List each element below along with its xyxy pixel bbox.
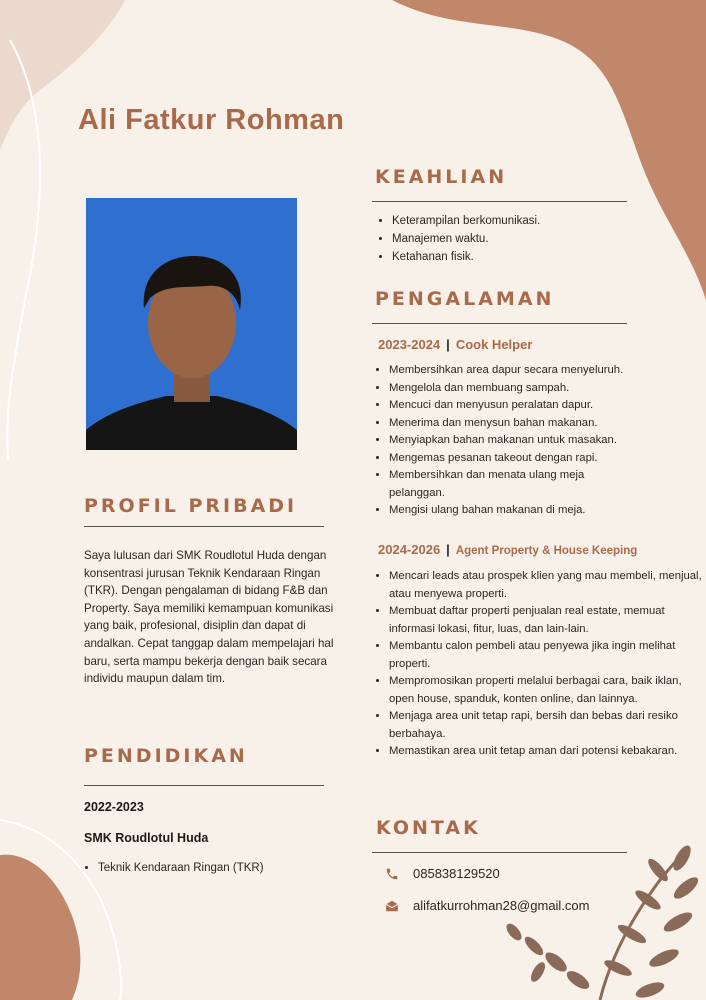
job-duties-list — [372, 568, 704, 761]
profile-divider — [84, 526, 324, 527]
contact-email-row — [385, 898, 590, 913]
list-item: • Memastikan area unit tetap aman dari potensi kebakaran. — [389, 743, 704, 761]
person-avatar-icon — [86, 198, 297, 450]
list-item: • Ketahanan fisik. — [392, 248, 692, 266]
job-heading — [378, 337, 532, 352]
list-item: • Membersihkan area dapur secara menyeluruh. — [389, 362, 689, 380]
job-role: Agent Property & House Keeping — [455, 545, 638, 557]
contact-divider — [372, 852, 627, 853]
experience-title: PENGALAMAN — [375, 288, 555, 310]
job-separator: | — [446, 337, 450, 352]
contact-phone[interactable]: 085838129520 — [413, 866, 500, 881]
list-item: • Menyiapkan bahan makanan untuk masakan. — [389, 432, 689, 450]
education-title: PENDIDIKAN — [84, 745, 248, 767]
list-item: • Keterampilan berkomunikasi. — [392, 212, 692, 230]
job-heading — [378, 542, 637, 557]
list-item: • Manajemen waktu. — [392, 230, 692, 248]
job-separator: | — [446, 542, 450, 557]
profile-title: PROFIL PRIBADI — [84, 495, 298, 517]
skills-title: KEAHLIAN — [375, 166, 508, 188]
list-item: • Mengemas pesanan takeout dengan rapi. — [389, 450, 689, 468]
job-period: 2023-2024 — [378, 337, 441, 352]
skills-list — [375, 212, 692, 266]
job-period: 2024-2026 — [378, 542, 441, 557]
job-duties-list — [372, 362, 689, 520]
profile-photo — [86, 198, 297, 450]
bottom-left-blob — [0, 855, 80, 1000]
list-item: • Menerima dan menysun bahan makanan. — [389, 415, 689, 433]
contact-phone-row — [385, 866, 500, 881]
skills-divider — [372, 201, 627, 202]
education-list — [81, 859, 338, 877]
candidate-name: Ali Fatkur Rohman — [78, 104, 345, 136]
list-item: • Teknik Kendaraan Ringan (TKR) — [98, 859, 338, 877]
list-item: • Menjaga area unit tetap rapi, bersih dan bebas dari resiko berbahaya. — [389, 708, 704, 743]
job-role: Cook Helper — [455, 337, 533, 352]
list-item: • Mencari leads atau prospek klien yang mau membeli, menjual, atau menyewa properti. — [389, 568, 704, 603]
list-item: • Membersihkan dan menata ulang meja pelanggan. — [389, 467, 629, 502]
list-item: • Membantu calon pembeli atau penyewa jika ingin melihat properti. — [389, 638, 704, 673]
leaf-branch-decoration — [504, 843, 702, 1000]
phone-icon — [385, 867, 399, 881]
list-item: • Membuat daftar properti penjualan real estate, memuat informasi lokasi, fitur, luas, dan lain-lain. — [389, 603, 704, 638]
contact-title: KONTAK — [376, 817, 481, 839]
education-period: 2022-2023 — [84, 800, 144, 814]
list-item: • Mencuci dan menyusun peralatan dapur. — [389, 397, 689, 415]
profile-text: Saya lulusan dari SMK Roudlotul Huda dengan konsentrasi jurusan Teknik Kendaraan Ringan (TKR). Dengan pengalaman di bidang F&B dan Property. Saya memiliki kemampuan komunikasi yang baik, profesional, disiplin dan dapat di andalkan. Cepat tanggap dalam mempelajari hal baru, serta mampu bekerja dengan baik secara individu maupun dalam tim. — [84, 549, 334, 686]
experience-divider — [372, 323, 627, 324]
education-school: SMK Roudlotul Huda — [84, 831, 209, 845]
list-item: • Mengisi ulang bahan makanan di meja. — [389, 502, 689, 520]
contact-email[interactable]: alifatkurrohman28@gmail.com — [413, 898, 590, 913]
list-item: • Mengelola dan membuang sampah. — [389, 380, 689, 398]
education-divider — [84, 785, 324, 786]
list-item: • Mempromosikan properti melalui berbagai cara, baik iklan, open house, spanduk, konten online, dan lainnya. — [389, 673, 704, 708]
envelope-icon — [385, 899, 399, 913]
